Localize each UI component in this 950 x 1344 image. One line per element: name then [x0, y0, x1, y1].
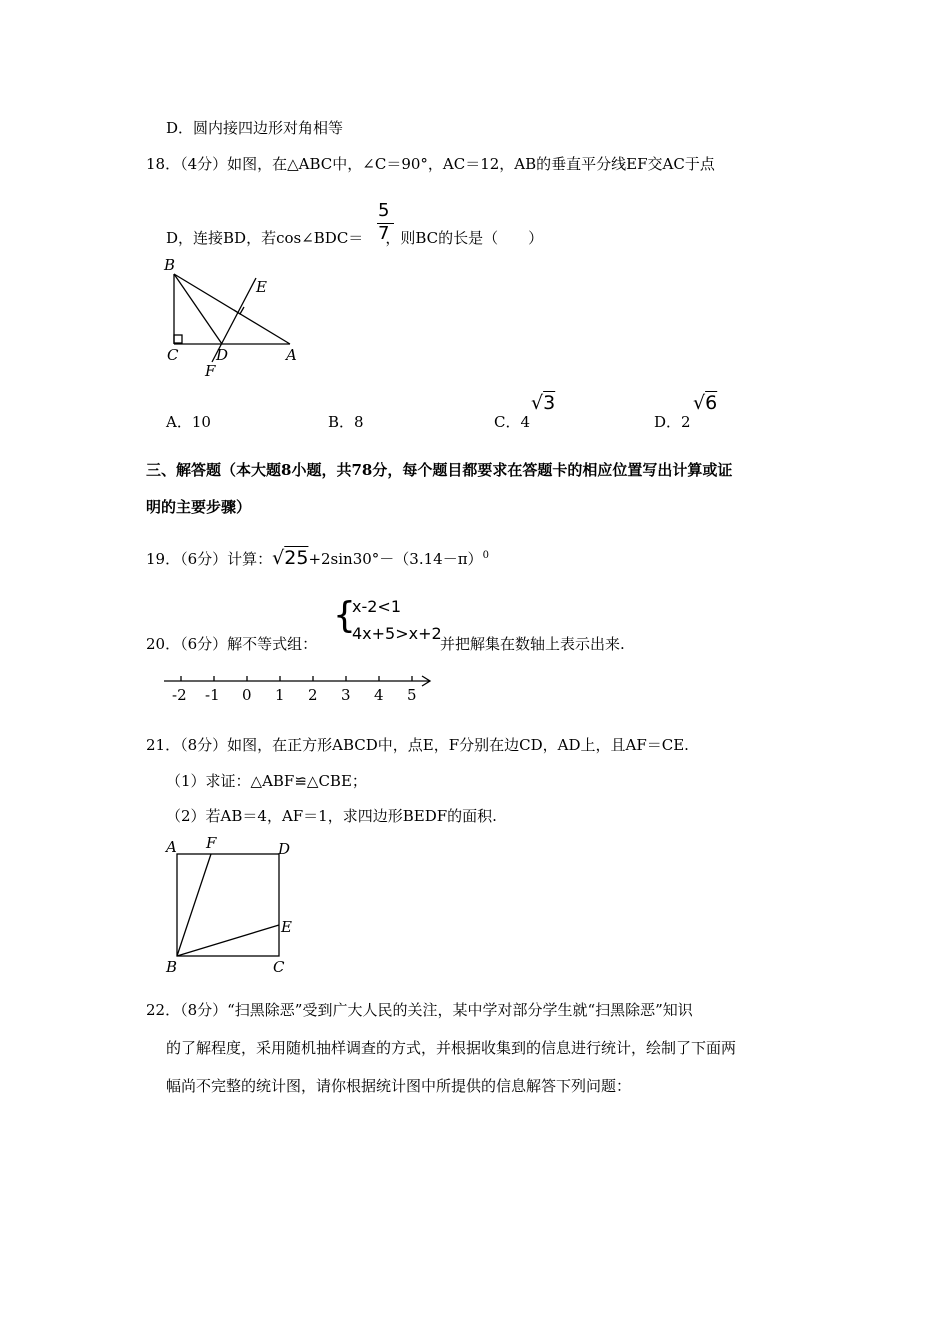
- segment-ba: [174, 274, 290, 344]
- q21-square-figure: [160, 832, 300, 980]
- q18-stem-line2: [166, 228, 543, 248]
- label-e: E: [281, 918, 292, 936]
- section3-heading-line2: 明的主要步骤）: [146, 498, 252, 516]
- tick-label-2: 2: [308, 686, 318, 704]
- tick-label-3: 3: [341, 686, 351, 704]
- q20-number-line: [160, 670, 440, 710]
- q20-suffix: 并把解集在数轴上表示出来.: [440, 635, 625, 653]
- q19-rest: +2sin30°－（3.14－π）: [308, 550, 483, 568]
- q19-radical: √25: [272, 547, 309, 569]
- tick-label-4: 4: [374, 686, 384, 704]
- segment-bd: [174, 274, 222, 344]
- segment-bf: [177, 854, 211, 956]
- tick-label--1: -1: [205, 686, 220, 704]
- q20-system-brace: {: [333, 595, 356, 636]
- q18-line2-suffix: ，则BC的长是（ ）: [385, 229, 544, 247]
- q20-inequality-1: x-2<1: [352, 597, 402, 616]
- q18-option-d-radicand: 6: [705, 392, 718, 414]
- label-d: D: [278, 840, 291, 858]
- label-b: B: [166, 958, 178, 976]
- segment-be: [177, 925, 279, 956]
- label-a: A: [286, 346, 297, 364]
- tick-label-1: 1: [275, 686, 285, 704]
- q19-line: [146, 546, 489, 569]
- q19-prefix: 19．（6分）计算：: [146, 550, 273, 568]
- label-b: B: [164, 256, 176, 274]
- q20-prefix: 20．（6分）解不等式组：: [146, 635, 318, 653]
- q18-option-a: A．10: [166, 413, 211, 431]
- q21-stem: 21．（8分）如图，在正方形ABCD中，点E，F分别在边CD，AD上，且AF＝CE.: [146, 736, 689, 754]
- q18-option-d: D．2: [654, 413, 691, 431]
- q18-option-d-radical: √6: [693, 392, 718, 414]
- q18-fraction-denominator: 7: [378, 223, 390, 244]
- section3-heading-line1: 三、解答题（本大题8小题，共78分，每个题目都要求在答题卡的相应位置写出计算或证: [146, 461, 733, 479]
- q21-part1: （1）求证：△ABF≌△CBE；: [166, 772, 367, 790]
- q18-line2-prefix: D，连接BD，若cos∠BDC＝: [166, 229, 364, 247]
- label-f: F: [206, 834, 217, 852]
- q22-line2: 的了解程度，采用随机抽样调查的方式，并根据收集到的信息进行统计，绘制了下面两: [166, 1039, 737, 1057]
- q18-option-c-radicand: 3: [543, 392, 556, 414]
- q18-option-c: C．4: [494, 413, 531, 431]
- q18-option-b: B．8: [328, 413, 364, 431]
- q18-option-c-radical: √3: [531, 392, 556, 414]
- q18-fraction-numerator: 5: [378, 200, 390, 221]
- label-e: E: [256, 278, 267, 296]
- right-angle-c: [174, 335, 182, 343]
- label-c: C: [167, 346, 179, 364]
- q19-exponent: 0: [482, 550, 489, 561]
- q17-option-d: D．圆内接四边形对角相等: [166, 119, 344, 137]
- tick-label-0: 0: [242, 686, 252, 704]
- q18-stem-line1: 18．（4分）如图，在△ABC中，∠C＝90°，AC＝12，AB的垂直平分线EF交AC于点: [146, 155, 715, 173]
- label-a: A: [166, 838, 177, 856]
- q20-inequality-2: 4x+5>x+2: [352, 624, 442, 643]
- tick-label-5: 5: [407, 686, 417, 704]
- label-d: D: [216, 346, 229, 364]
- q19-radicand: 25: [284, 547, 309, 569]
- label-f: F: [205, 362, 216, 380]
- q22-line3: 幅尚不完整的统计图，请你根据统计图中所提供的信息解答下列问题：: [166, 1077, 632, 1095]
- q18-triangle-figure: [160, 252, 310, 382]
- tick-label--2: -2: [172, 686, 187, 704]
- q22-line1: 22．（8分）“扫黑除恶”受到广大人民的关注，某中学对部分学生就“扫黑除恶”知识: [146, 1001, 693, 1019]
- q21-part2: （2）若AB＝4，AF＝1，求四边形BEDF的面积.: [166, 807, 497, 825]
- label-c: C: [273, 958, 285, 976]
